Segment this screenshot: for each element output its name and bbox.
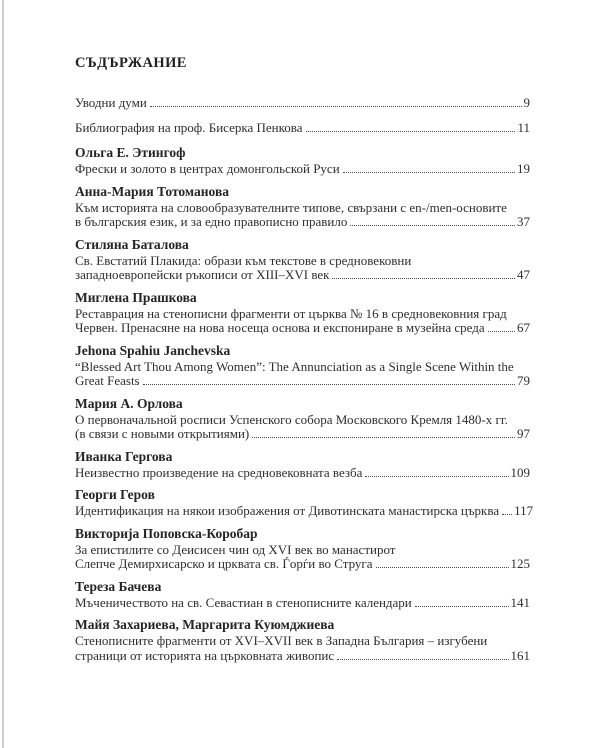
entry-page-number: 117 [514,503,534,518]
toc-entry [75,96,530,111]
entry-author: Викторија Поповска-Коробар [75,525,258,541]
entry-page-number: 19 [517,161,530,176]
entry-page-number: 67 [517,320,530,335]
entry-title-first-line: “Blessed Art Thou Among Women”: The Annunciation as a Single Scene Within the [75,358,514,374]
entry-title: Great Feasts [75,373,140,388]
entry-title: в българския език, и за едно правописно правило [75,214,348,229]
entry-title-row [75,503,534,519]
toc-entry [75,579,530,611]
entry-author: Стиляна Баталова [75,236,189,252]
page-title: СЪДЪРЖАНИЕ [75,55,187,71]
entry-page-number: 125 [510,556,530,571]
entry-page-number: 37 [517,214,530,229]
entry-title-row [75,466,530,481]
toc-entry [75,449,530,481]
entry-title-row [75,215,530,230]
toc-entries-list [75,95,534,663]
entry-title-row [75,121,530,136]
dot-leader [376,567,509,568]
dot-leader [350,225,515,226]
dot-leader [143,384,515,385]
entry-title-first-line: Към историята на словообразувателните типове, свързани с en-/men-основите [75,199,507,215]
entry-author: Мария А. Орлова [75,395,183,411]
toc-entry [75,617,530,663]
entry-title-row [75,374,530,389]
entry-title-row [75,427,530,442]
entry-page-number: 47 [517,267,530,282]
entry-page-number: 161 [510,647,530,663]
entry-author: Jehona Spahiu Janchevska [75,342,231,358]
toc-entry [75,121,530,136]
entry-title-row [75,268,530,283]
entry-title: Червен. Пренасяне на нова носеща основа и експониране в музейна среда [75,320,485,335]
dot-leader [415,606,509,607]
entry-title: (в связи с новыми открытиями) [75,426,250,441]
entry-title-row [75,96,530,111]
dot-leader [332,278,515,279]
entry-title-first-line: Стенописните фрагменти от XVI–XVII век в Западна България – изгубени [75,633,488,648]
dot-leader [150,106,522,107]
entry-page-number: 141 [510,594,530,610]
toc-entry [75,184,530,230]
dot-leader [252,437,515,438]
entry-title: западноевропейски ръкописи от XIII–XVI век [75,267,330,282]
entry-page-number: 109 [510,464,530,480]
entry-title-row [75,162,530,177]
entry-title-first-line: Реставрация на стенописни фрагменти от църква № 16 в средновековния град [75,305,507,321]
entry-title: Слепче Демирхисарско и црквата св. Ѓорѓи во Струга [75,556,373,571]
dot-leader [365,476,508,477]
toc-entry [75,145,530,177]
entry-title: Фрески и золото в центрах домонгольской Руси [75,161,340,176]
toc-entry [75,396,530,442]
toc-entry [75,290,530,336]
toc-entry [75,237,530,283]
entry-author: Иванка Гергова [75,448,173,464]
entry-author: Ольга Е. Этингоф [75,145,186,160]
entry-author: Миглена Прашкова [75,289,197,305]
toc-entry [75,343,530,389]
dot-leader [337,659,508,660]
entry-author: Майя Захариева, Маргарита Куюмджиева [75,617,335,632]
entry-page-number: 9 [523,95,530,110]
entry-title-first-line: О первоначальной росписи Успенского собора Московского Кремля 1480-х гг. [75,411,508,427]
entry-author: Анна-Мария Тотоманова [75,183,230,199]
entry-title-row [75,557,530,572]
entry-page-number: 97 [517,426,530,441]
entry-title: Мъченичеството на св. Севастиан в стенописните календари [75,594,412,610]
entry-title: Идентификация на някои изображения от Дивотинската манастирска църква [75,503,500,518]
entry-title: Уводни думи [75,95,147,110]
toc-entry [75,526,530,572]
dot-leader [343,172,515,173]
entry-title: страници от историята на църковната живопис [75,647,335,663]
dot-leader [306,131,516,132]
entry-title-first-line: Св. Евстатий Плакида: образи към текстове в средновековни [75,252,412,268]
entry-title: Библиография на проф. Бисерка Пенкова [75,119,303,135]
dot-leader [502,514,512,515]
entry-page-number: 79 [517,373,530,388]
entry-title-row [75,596,530,611]
entry-author: Георги Геров [75,487,155,502]
entry-page-number: 11 [517,119,530,135]
dot-leader [488,331,515,332]
entry-author: Тереза Бачева [75,578,162,594]
entry-title-row [75,649,530,664]
toc-entry [75,487,534,519]
entry-title-first-line: За епистилите со Деисисен чин од XVI век во манастирот [75,541,396,557]
entry-title: Неизвестно произведение на средновековната везба [75,464,363,480]
entry-title-row [75,321,530,336]
